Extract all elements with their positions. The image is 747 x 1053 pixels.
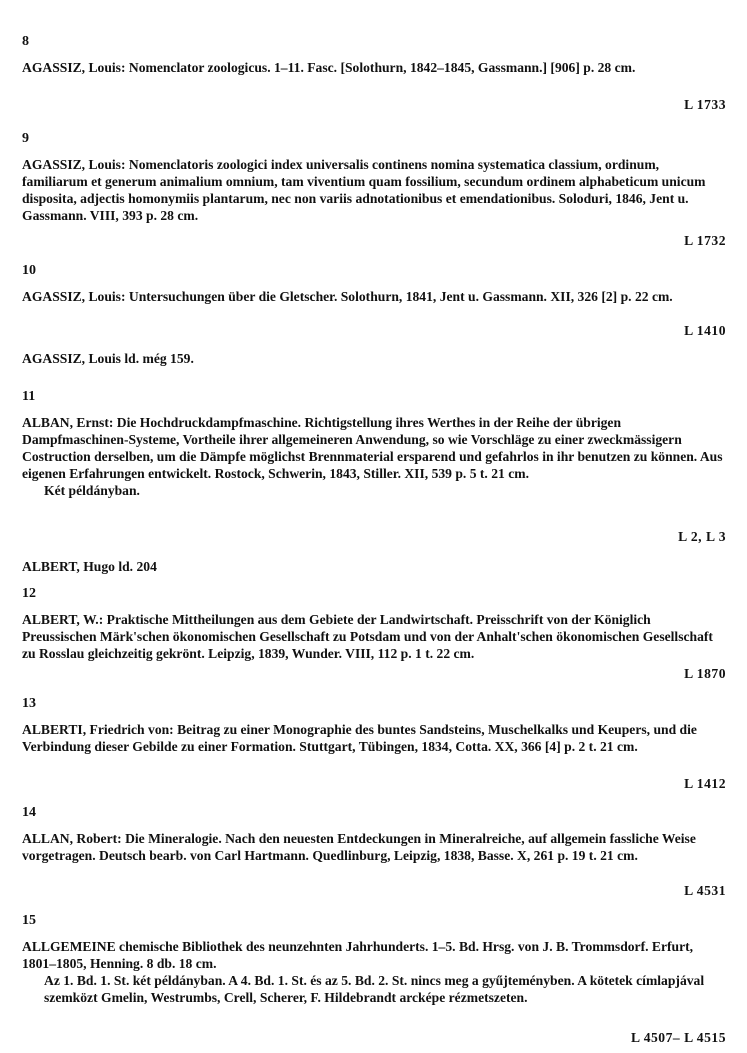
entry-signature: L 4507– L 4515 [630, 1030, 726, 1045]
entry-signature: L 1870 [684, 666, 726, 681]
catalog-entry-13 [22, 696, 726, 791]
entry-text: AGASSIZ, Louis: Nomenclatoris zoologici index universalis continens nomina systematica classium, ordinum, familiarum et generum animalium omnium, tam viventium quam fossilium, secundum ordinem alphabeticum unicum disposita, adjectis homonymiis plantarum, nec non variis adnotationibus et emendationibus. Soloduri, 1846, Jent u. Gassmann. VIII, 393 p. 28 cm. [22, 157, 706, 223]
entry-number: 10 [22, 263, 36, 278]
catalog-entry-11 [22, 389, 726, 544]
catalog-entry-15 [22, 913, 726, 1045]
entry-signature: L 4531 [684, 883, 726, 898]
entry-signature: L 1732 [684, 233, 726, 248]
entry-text: ALBERTI, Friedrich von: Beitrag zu einer Monographie des buntes Sandsteins, Muschelkalks und Keupers, und die Verbindung dieser Gebilde zu einer Formation. Stuttgart, Tübingen, 1834, Cotta. XX, 366 [4] p. 2 t. 21 cm. [22, 722, 697, 754]
entry-text: AGASSIZ, Louis: Nomenclator zoologicus. 1–11. Fasc. [Solothurn, 1842–1845, Gassmann.] [906] p. 28 cm. [22, 60, 636, 75]
catalog-entry-9 [22, 131, 726, 248]
entry-signature: L 1733 [684, 97, 726, 112]
entry-number: 13 [22, 696, 36, 711]
catalog-entry-14 [22, 805, 726, 898]
catalog-entry-8 [22, 34, 726, 112]
entry-number: 8 [22, 34, 29, 49]
entry-number: 14 [22, 805, 36, 820]
entry-text: ALBERT, W.: Praktische Mittheilungen aus dem Gebiete der Landwirtschaft. Preisschrift von der Königlich Preussischen Märk'schen ökonomischen Gesellschaft zu Potsdam und von der Anhalt'schen ökonomischen Gesellschaft zu Rosslau gleichzeitig gekrönt. Leipzig, 1839, Wunder. VIII, 112 p. 1 t. 22 cm. [22, 612, 713, 661]
catalog-entry-12 [22, 586, 726, 681]
entry-text: ALLAN, Robert: Die Mineralogie. Nach den neuesten Entdeckungen in Mineralreiche, auf allgemein fassliche Weise vorgetragen. Deutsch bearb. von Carl Hartmann. Quedlinburg, Leipzig, 1838, Basse. X, 261 p. 19 t. 21 cm. [22, 831, 696, 863]
entry-signature: L 2, L 3 [678, 529, 726, 544]
entry-text: AGASSIZ, Louis: Untersuchungen über die Gletscher. Solothurn, 1841, Jent u. Gassmann. XII, 326 [2] p. 22 cm. [22, 289, 673, 304]
entry-number: 9 [22, 131, 29, 146]
cross-reference: ALBERT, Hugo ld. 204 [22, 559, 157, 574]
entry-text: ALLGEMEINE chemische Bibliothek des neunzehnten Jahrhunderts. 1–5. Bd. Hrsg. von J. B. Trommsdorf. Erfurt, 1801–1805, Henning. 8 db. 18 cm. [22, 939, 694, 971]
entry-signature: L 1410 [684, 323, 726, 338]
catalog-entry-10 [22, 263, 726, 338]
entry-note: Az 1. Bd. 1. St. két példányban. A 4. Bd. 1. St. és az 5. Bd. 2. St. nincs meg a gyűjteményben. A kötetek címlapjával szemközt Gmelin, Westrumbs, Crell, Scherer, F. Hildebrandt arcképe rézmetszeten. [44, 973, 705, 1005]
entry-number: 12 [22, 586, 36, 601]
entry-number: 15 [22, 913, 36, 928]
cross-reference: AGASSIZ, Louis ld. még 159. [22, 351, 194, 366]
entry-text: ALBAN, Ernst: Die Hochdruckdampfmaschine. Richtigstellung ihres Werthes in der Reihe der übrigen Dampfmaschinen-Systeme, Vortheile ihrer allgemeineren Anwendung, so wie Vorschläge zu einer zweckmässigern Costruction derselben, um die Dämpfe möglichst Brennmaterial ersparend und gefahrlos in ihr benutzen zu können. Aus eigenen Erfahrungen entwickelt. Rostock, Schwerin, 1843, Stiller. XII, 539 p. 5 t. 21 cm. [22, 415, 723, 481]
entry-note: Két példányban. [44, 483, 140, 498]
entry-number: 11 [22, 389, 36, 404]
entry-signature: L 1412 [684, 776, 726, 791]
